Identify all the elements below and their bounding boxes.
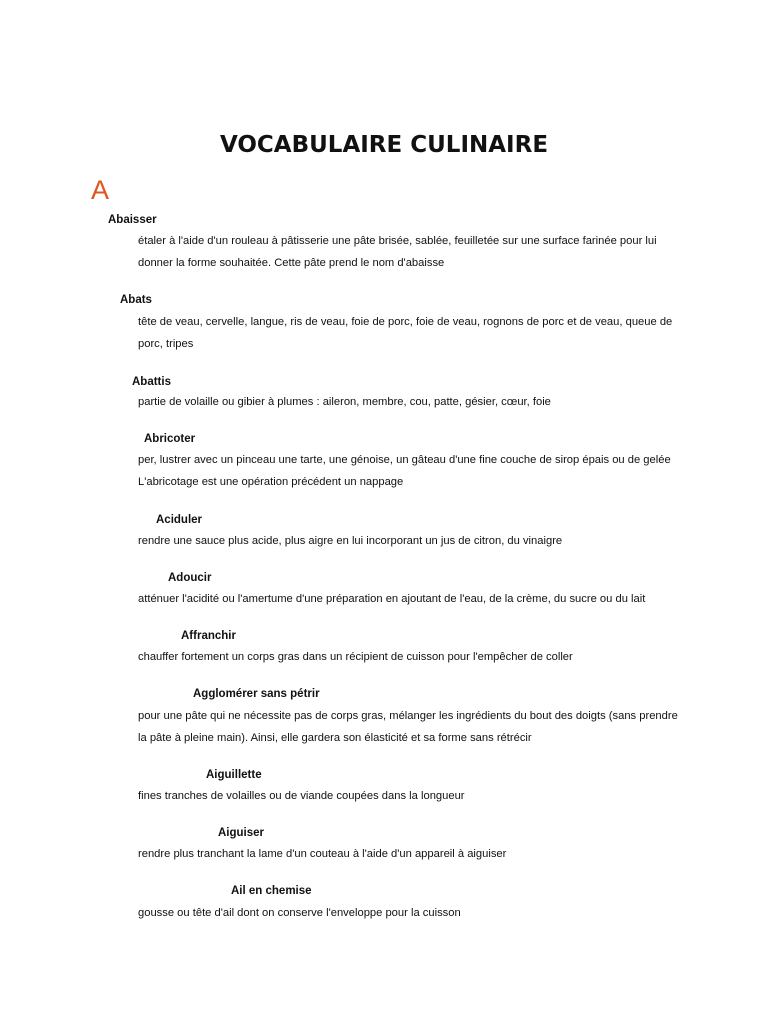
entry-term: Abattis [132,376,171,388]
entry-term: Aiguiser [218,827,265,839]
entry-definition: atténuer l'acidité ou l'amertume d'une préparation en ajoutant de l'eau, de la crème, du sucre ou du lait [138,593,646,605]
page-title: VOCABULAIRE CULINAIRE [219,132,549,158]
entry-definition: rendre une sauce plus acide, plus aigre en lui incorporant un jus de citron, du vinaigre [138,535,563,547]
entry-term: Adoucir [168,572,212,584]
entry-definition: pour une pâte qui ne nécessite pas de corps gras, mélanger les ingrédients du bout des doigts (sans prendre la pâte à pleine main). Ainsi, elle gardera son élasticité et sa forme sans rétrécir [138,710,678,744]
entry-term: Abats [120,294,152,306]
entry-term: Aciduler [156,514,203,526]
entry-term: Abricoter [144,433,196,445]
entry-definition: tête de veau, cervelle, langue, ris de veau, foie de porc, foie de veau, rognons de porc et de veau, queue de porc, tripes [138,316,673,350]
entry-definition: chauffer fortement un corps gras dans un récipient de cuisson pour l'empêcher de coller [138,651,573,663]
section-letter: A [91,175,110,205]
entry-definition: per, lustrer avec un pinceau une tarte, une génoise, un gâteau d'une fine couche de sirop épais ou de gelée L'abricotage est une opération précédent un nappage [138,454,671,488]
entry-definition: partie de volaille ou gibier à plumes : aileron, membre, cou, patte, gésier, cœur, foie [138,396,551,408]
entry-term: Affranchir [181,630,236,642]
entry-term: Agglomérer sans pétrir [193,688,320,700]
entry-term: Aiguillette [206,769,262,781]
entry-definition: rendre plus tranchant la lame d'un couteau à l'aide d'un appareil à aiguiser [138,848,507,860]
entry-term: Ail en chemise [231,885,312,897]
entry-definition: gousse ou tête d'ail dont on conserve l'enveloppe pour la cuisson [138,907,461,919]
entry-term: Abaisser [108,214,157,226]
entry-definition: étaler à l'aide d'un rouleau à pâtisserie une pâte brisée, sablée, feuilletée sur une surface farinée pour lui donner la forme souhaitée. Cette pâte prend le nom d'abaisse [138,235,657,269]
entry-definition: fines tranches de volailles ou de viande coupées dans la longueur [138,790,465,802]
